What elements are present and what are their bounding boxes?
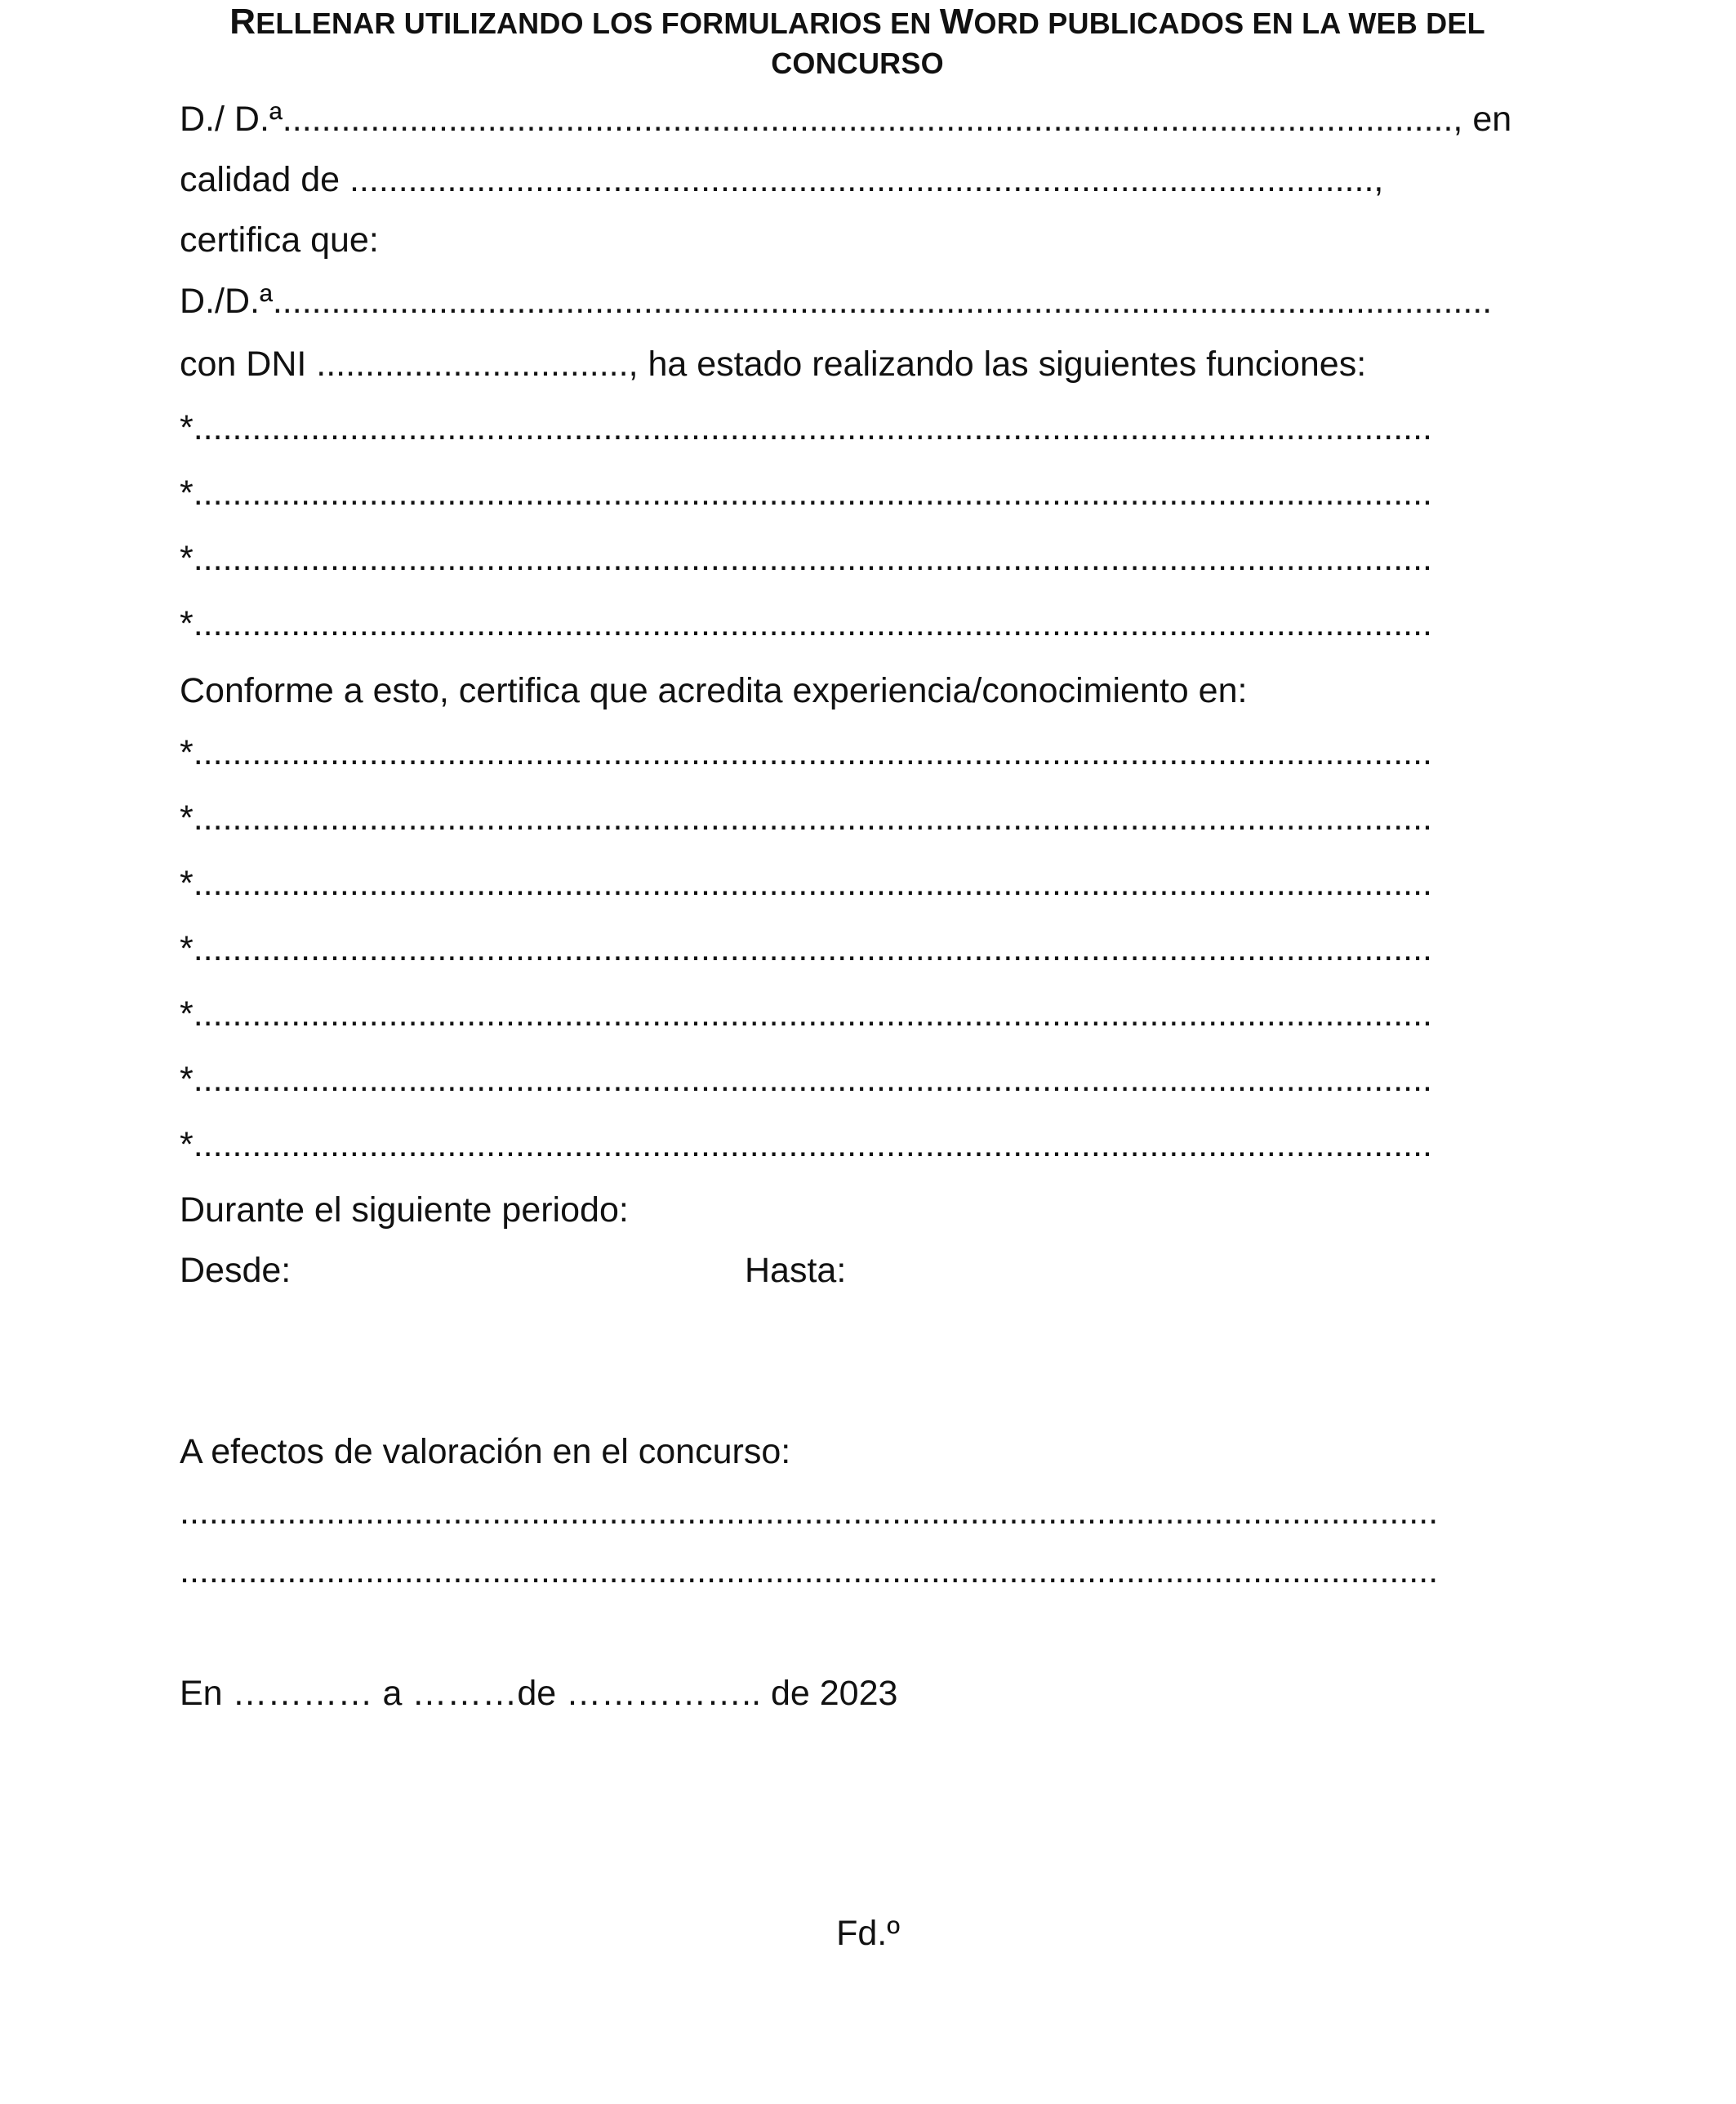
experience-field-5[interactable]: *............................................................................................................................... (180, 994, 1432, 1034)
experience-field-3[interactable]: *............................................................................................................................... (180, 864, 1432, 903)
experience-intro-text: Conforme a esto, certifica que acredita experiencia/conocimiento en: (180, 671, 1248, 710)
period-intro-text: Durante el siguiente periodo: (180, 1190, 629, 1230)
valuation-field-1[interactable]: ................................................................................................................................. (180, 1492, 1439, 1532)
function-field-1[interactable]: *............................................................................................................................... (180, 408, 1432, 447)
header-line-2: CONCURSO (771, 47, 944, 80)
dni-field-line[interactable]: con DNI ................................, ha estado realizando las siguientes funciones: (180, 345, 1367, 384)
function-field-2[interactable]: *............................................................................................................................... (180, 474, 1432, 513)
to-label: Hasta: (745, 1251, 847, 1290)
role-field-line[interactable]: calidad de ........................................................................................................., (180, 160, 1384, 199)
experience-field-1[interactable]: *............................................................................................................................... (180, 733, 1432, 772)
function-field-4[interactable]: *............................................................................................................................... (180, 604, 1432, 643)
certifies-text: certifica que: (180, 220, 379, 260)
person-field-line[interactable]: D./D.ª............................................................................................................................. (180, 282, 1493, 321)
name-field-line[interactable]: D./ D.ª........................................................................................................................, en (180, 100, 1512, 139)
function-field-3[interactable]: *............................................................................................................................... (180, 539, 1432, 578)
date-field-line[interactable]: En ………… a ………de …………….. de 2023 (180, 1674, 898, 1713)
experience-field-6[interactable]: *............................................................................................................................... (180, 1060, 1432, 1099)
valuation-intro-text: A efectos de valoración en el concurso: (180, 1432, 791, 1471)
signature-label: Fd.º (836, 1914, 900, 1953)
experience-field-4[interactable]: *............................................................................................................................... (180, 929, 1432, 968)
valuation-field-2[interactable]: ................................................................................................................................. (180, 1551, 1439, 1590)
document-header (180, 2, 1535, 83)
experience-field-2[interactable]: *............................................................................................................................... (180, 798, 1432, 838)
from-label: Desde: (180, 1251, 292, 1290)
header-line-1: RELLENAR UTILIZANDO LOS FORMULARIOS EN WORD PUBLICADOS EN LA WEB DEL (229, 2, 1485, 42)
experience-field-7[interactable]: *............................................................................................................................... (180, 1125, 1432, 1164)
